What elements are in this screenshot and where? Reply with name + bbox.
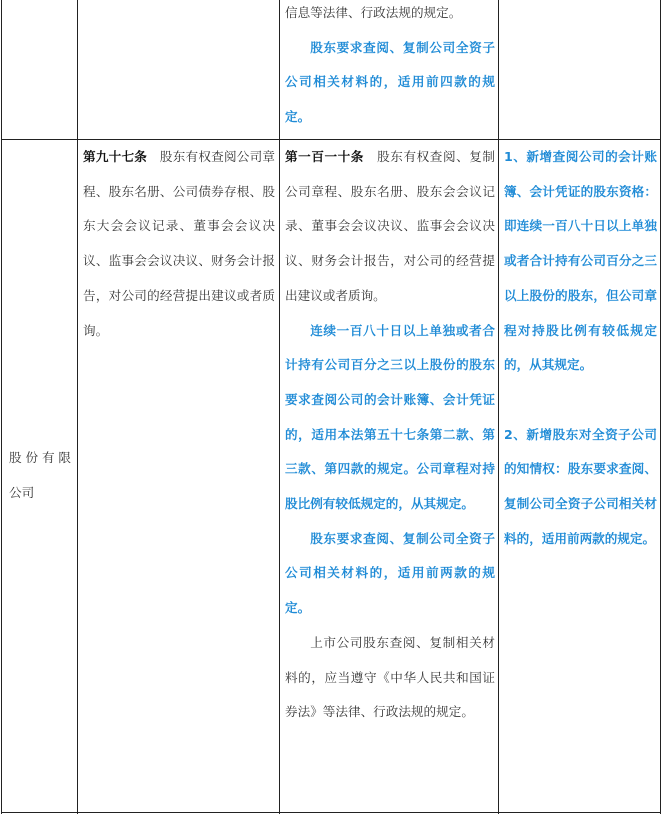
company-type: 股份有限公司	[9, 450, 71, 500]
company-type-cell	[9, 440, 71, 510]
border-col2	[279, 0, 280, 814]
border-left	[1, 0, 2, 814]
new-article-body: 股东有权查阅、复制公司章程、股东名册、股东会会议记录、董事会会议决议、监事会会议决议、财务会计报告，对公司的经营提出建议或者质询。	[285, 149, 496, 303]
note-spacer	[504, 383, 657, 418]
new-article-para2: 连续一百八十日以上单独或者合计持有公司百分之三以上股份的股东要求查阅公司的会计账簿、会计凭证的，适用本法第五十七条第二款、第三款、第四款的规定。公司章程对持股比例有较低规定的，从其规定。	[285, 322, 495, 512]
top-row-new-text	[285, 0, 495, 135]
border-col3	[498, 0, 499, 814]
note-1: 1、新增查阅公司的会计账簿、会计凭证的股东资格：即连续一百八十日以上单独或者合计持有公司百分之三以上股份的股东，但公司章程对持股比例有较低规定的，从其规定。	[504, 149, 657, 373]
border-right	[660, 0, 661, 814]
old-article-body: 股东有权查阅公司章程、股东名册、公司债券存根、股东大会会议记录、董事会会议决议、监事会会议决议、财务会计报告，对公司的经营提出建议或者质询。	[83, 149, 276, 338]
old-article-number: 第九十七条	[83, 149, 148, 164]
border-col1	[77, 0, 78, 814]
new-article-para3: 股东要求查阅、复制公司全资子公司相关材料的，适用前两款的规定。	[285, 530, 495, 616]
border-bottom	[1, 812, 661, 813]
new-article-number: 第一百一十条	[285, 149, 364, 164]
new-article-para4: 上市公司股东查阅、复制相关材料的，应当遵守《中华人民共和国证券法》等法律、行政法规的规定。	[285, 634, 495, 720]
new-article-cell	[285, 140, 495, 730]
top-text-tail: 信息等法律、行政法规的规定。	[285, 5, 462, 20]
notes-cell	[504, 140, 657, 556]
top-text-para: 股东要求查阅、复制公司全资子公司相关材料的，适用前四款的规定。	[285, 39, 495, 125]
old-article-cell	[83, 140, 275, 348]
note-2: 2、新增股东对全资子公司的知情权：股东要求查阅、复制公司全资子公司相关材料的，适用前两款的规定。	[504, 426, 657, 546]
